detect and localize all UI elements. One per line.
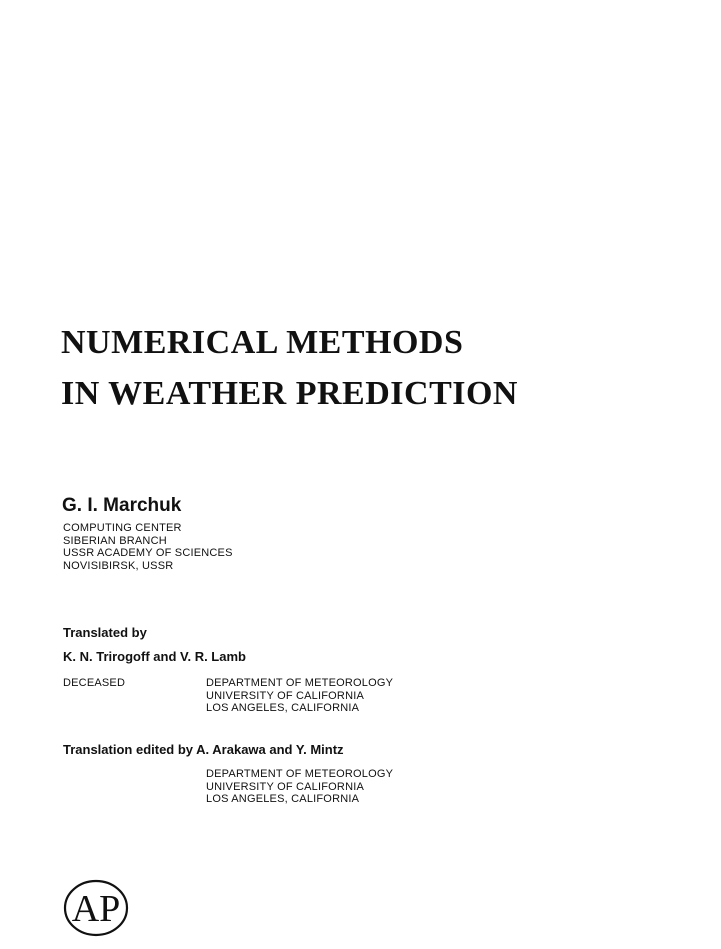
title-line-2: IN WEATHER PREDICTION — [61, 375, 518, 412]
ap-logo-letters: AP — [71, 888, 121, 930]
author-name: G. I. Marchuk — [62, 495, 182, 516]
title-line-1: NUMERICAL METHODS — [61, 324, 464, 361]
author-affiliation-line: COMPUTING CENTER — [63, 522, 182, 534]
translator-affiliation — [206, 677, 393, 715]
translated-by-heading: Translated by — [63, 625, 147, 640]
editor-affiliation-line: DEPARTMENT OF METEOROLOGY — [206, 768, 394, 780]
translation-editors: Translation edited by A. Arakawa and Y. Mintz — [63, 742, 344, 757]
author-affiliation-line: SIBERIAN BRANCH — [63, 534, 167, 547]
editor-affiliation-line: UNIVERSITY OF CALIFORNIA — [206, 780, 365, 793]
translator-affiliation-line: UNIVERSITY OF CALIFORNIA — [206, 689, 365, 702]
author-affiliation-line: USSR ACADEMY OF SCIENCES — [63, 547, 233, 559]
ap-publisher-logo-icon — [63, 879, 129, 937]
author-affiliation-line: NOVISIBIRSK, USSR — [63, 559, 174, 572]
editor-affiliation — [206, 768, 393, 806]
translators-names: K. N. Trirogoff and V. R. Lamb — [63, 649, 246, 664]
author-affiliation — [63, 522, 233, 572]
translator-affiliation-line: DEPARTMENT OF METEOROLOGY — [206, 677, 394, 689]
translator-affiliation-line: LOS ANGELES, CALIFORNIA — [206, 702, 360, 714]
editor-affiliation-line: LOS ANGELES, CALIFORNIA — [206, 793, 360, 805]
deceased-note: DECEASED — [63, 677, 126, 689]
